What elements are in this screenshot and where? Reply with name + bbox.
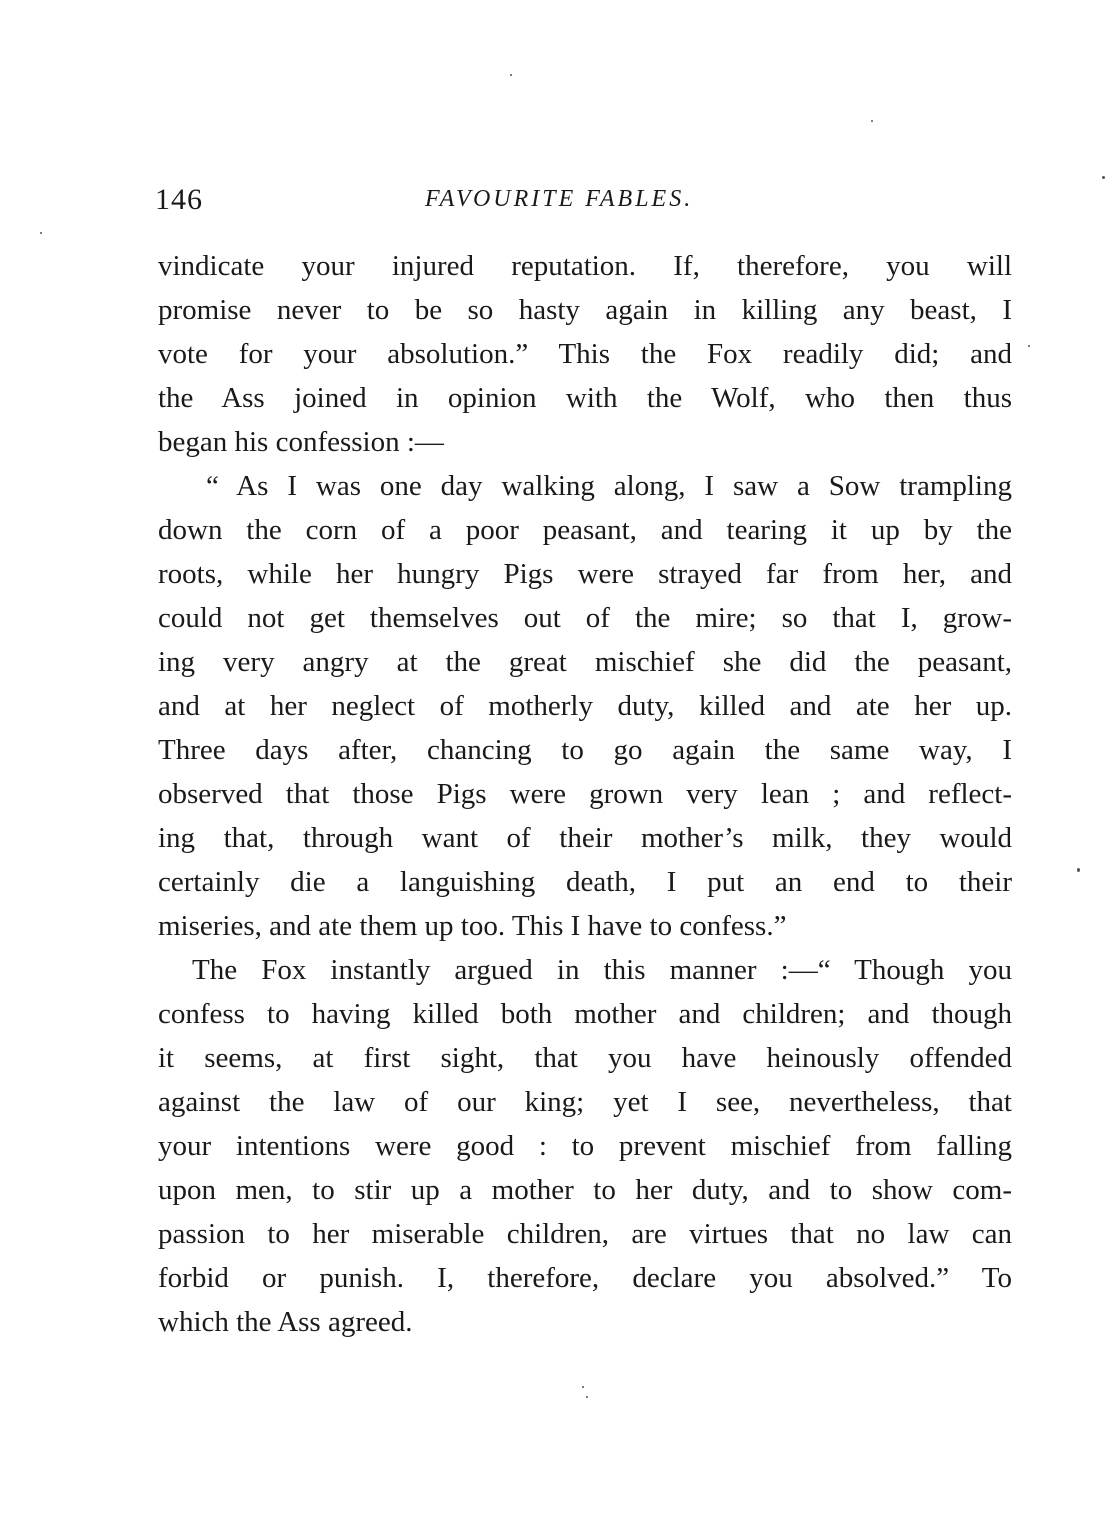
text-line: ing that, through want of their mother’s milk, they would xyxy=(158,822,1012,854)
text-line: ing very angry at the great mischief she did the peasant, xyxy=(158,646,1012,678)
text-line: observed that those Pigs were grown very lean ; and reflect- xyxy=(158,778,1012,810)
scan-speck xyxy=(510,74,512,76)
scan-speck xyxy=(1102,176,1105,179)
text-line: could not get themselves out of the mire; so that I, grow- xyxy=(158,602,1012,634)
body-text xyxy=(158,244,1012,1344)
page-header xyxy=(155,183,1015,223)
text-line: forbid or punish. I, therefore, declare you absolved.” To xyxy=(158,1262,1012,1294)
text-line: began his confession :— xyxy=(158,426,444,458)
paragraph xyxy=(158,244,1012,464)
scan-speck xyxy=(586,1396,588,1398)
text-line: confess to having killed both mother and children; and though xyxy=(158,998,1012,1030)
text-line: miseries, and ate them up too. This I have to confess.” xyxy=(158,910,787,942)
text-line: vindicate your injured reputation. If, therefore, you will xyxy=(158,250,1012,282)
paragraph xyxy=(158,464,1012,948)
page-number: 146 xyxy=(155,183,203,216)
scan-speck xyxy=(871,120,873,122)
text-line: Three days after, chancing to go again the same way, I xyxy=(158,734,1012,766)
text-line: which the Ass agreed. xyxy=(158,1306,413,1338)
scan-speck xyxy=(582,1386,584,1388)
paragraph xyxy=(158,948,1012,1344)
text-line: “ As I was one day walking along, I saw a Sow trampling xyxy=(206,470,1012,502)
text-line: it seems, at first sight, that you have heinously offended xyxy=(158,1042,1012,1074)
scan-speck xyxy=(40,232,42,234)
text-line: upon men, to stir up a mother to her duty, and to show com- xyxy=(158,1174,1012,1206)
text-line: your intentions were good : to prevent mischief from falling xyxy=(158,1130,1012,1162)
text-line: The Fox instantly argued in this manner :—“ Though you xyxy=(192,954,1012,986)
text-line: down the corn of a poor peasant, and tearing it up by the xyxy=(158,514,1012,546)
text-line: roots, while her hungry Pigs were strayed far from her, and xyxy=(158,558,1012,590)
text-line: vote for your absolution.” This the Fox readily did; and xyxy=(158,338,1012,370)
text-line: against the law of our king; yet I see, nevertheless, that xyxy=(158,1086,1012,1118)
running-title: FAVOURITE FABLES. xyxy=(425,186,694,212)
scan-speck xyxy=(1028,345,1030,347)
text-line: promise never to be so hasty again in killing any beast, I xyxy=(158,294,1012,326)
scan-speck xyxy=(1077,868,1080,872)
text-line: and at her neglect of motherly duty, killed and ate her up. xyxy=(158,690,1012,722)
text-line: certainly die a languishing death, I put an end to their xyxy=(158,866,1012,898)
text-line: the Ass joined in opinion with the Wolf, who then thus xyxy=(158,382,1012,414)
text-line: passion to her miserable children, are virtues that no law can xyxy=(158,1218,1012,1250)
